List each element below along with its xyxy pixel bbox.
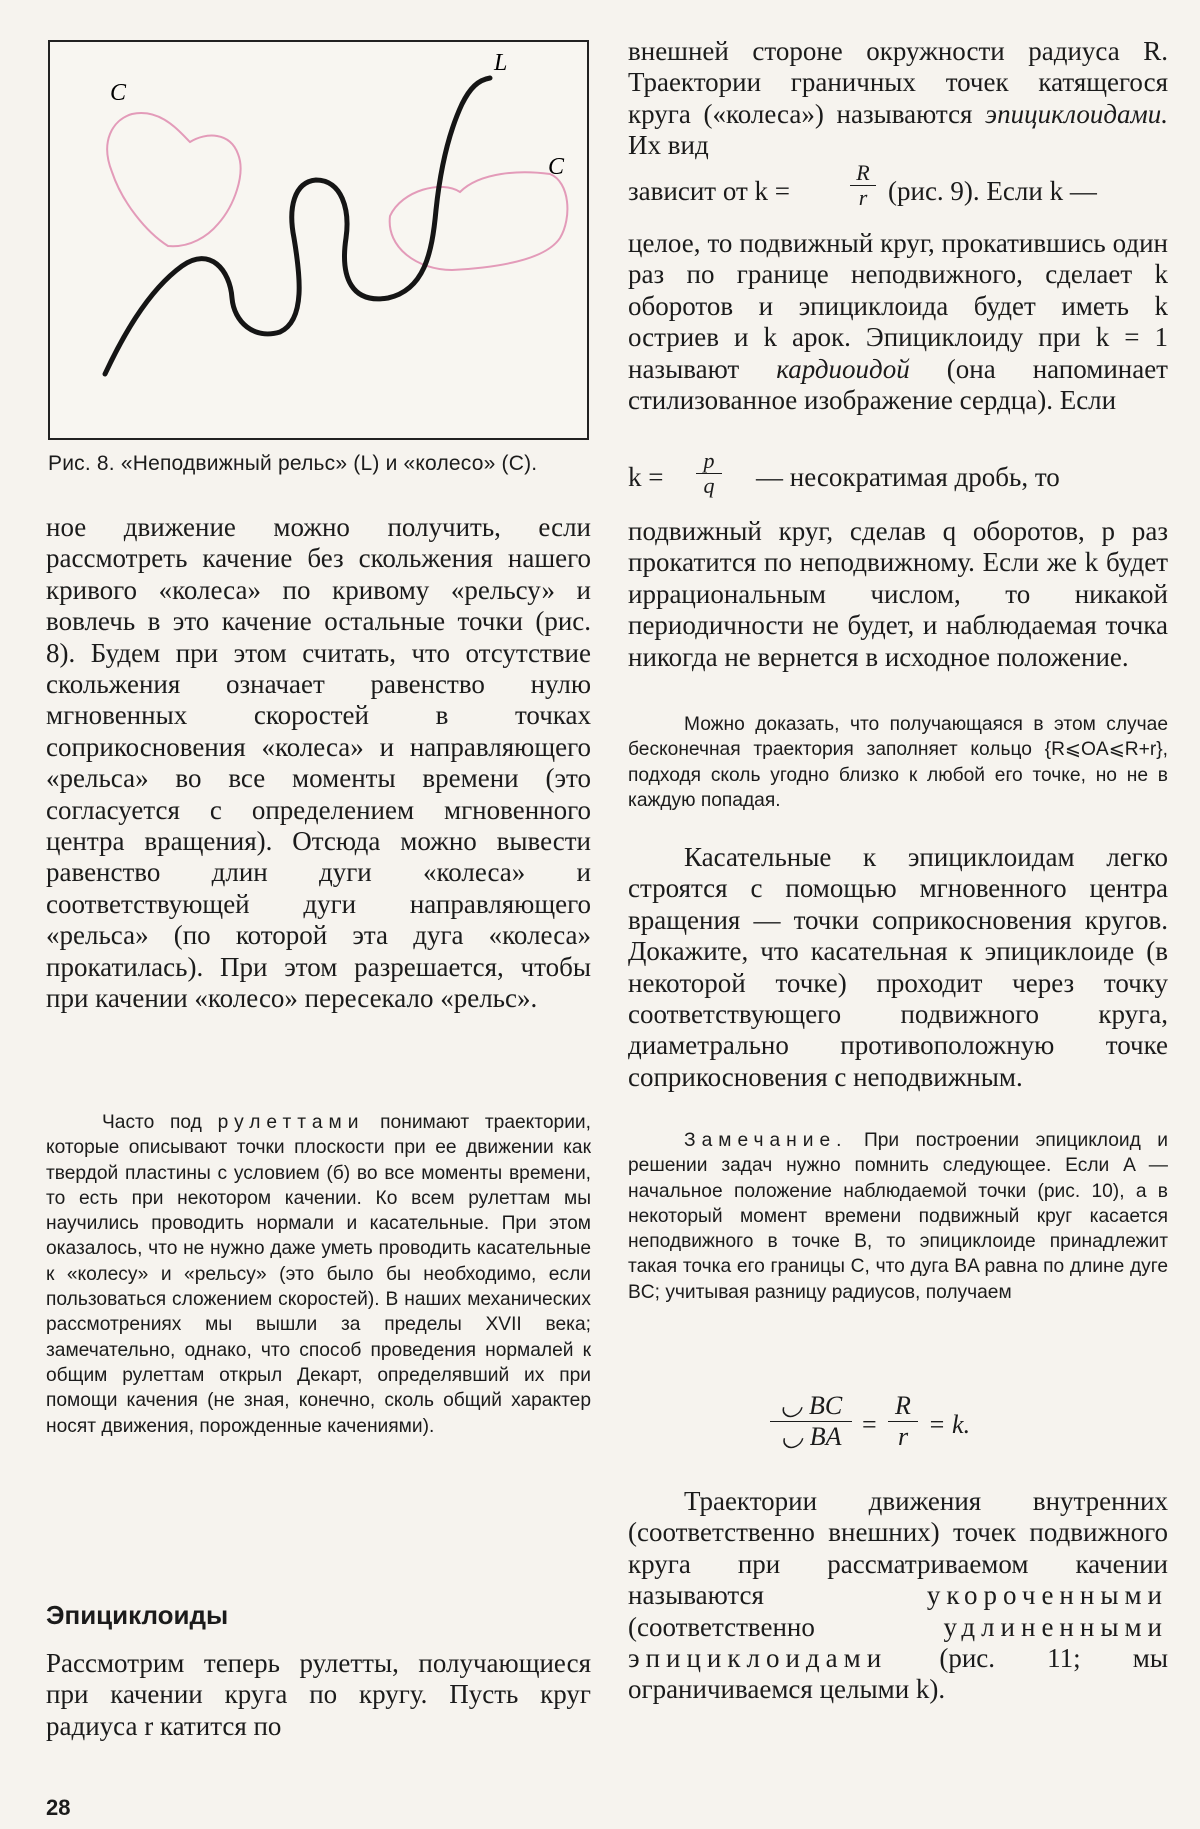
right-p1-tail: Их вид [628, 130, 709, 161]
note-term-roulettes: рулеттами [217, 1112, 365, 1133]
formula-R: R [895, 1391, 911, 1420]
right-paragraph-1 [628, 36, 1168, 162]
right-p2-tail: (она напоминает стилизованное изображение сердца). Если [628, 353, 1168, 416]
term-shortened: укороченными [926, 1580, 1168, 1611]
frac-den-r: r [858, 185, 868, 210]
right-note-2 [628, 1128, 1168, 1305]
right-paragraph-6 [628, 1486, 1168, 1706]
page-number: 28 [46, 1795, 71, 1820]
right-paragraph-5: Касательные к эпициклоидам легко строятся с помощью мгновенного центра вращения — точки соприкосновения кругов. Докажите, что касательная к эпициклоиде (в некоторой точке) проходит через точку соответствующего подвижного круга, диаметрально противоположную точке соприкосновения с неподвижным. [628, 842, 1168, 1092]
note-term-remark: Замечание. [684, 1130, 848, 1151]
k-definition-line [628, 162, 1168, 222]
right-paragraph-4: подвижный круг, сделав q оборотов, p раз прокатится по неподвижному. Если же k будет иррациональным числом, то никакой периодичности не будет, и наблюдаемая точка никогда не вернется в исходное положение. [628, 516, 1168, 672]
term-cardioid: кардиоидой [776, 353, 910, 384]
right-note-1: Можно доказать, что получающаяся в этом случае бесконечная траектория заполняет кольцо {R⩽OA⩽R+r}, подходя сколь угодно близко к любой его точке, но не в каждую попадая. [628, 714, 1168, 811]
wheel-curve-right [390, 172, 568, 270]
formula-tail: = k. [928, 1410, 971, 1439]
note-lead: Часто под [102, 1112, 202, 1133]
frac-num-R: R [856, 160, 870, 185]
left-paragraph-1: ное движение можно получить, если рассмотреть качение без скольжения нашего кривого «колеса» по кривому «рельсу» и вовлечь в это качение остальные точки (рис. 8). Будем при этом считать, что отсутствие скольжения означает равенство нулю мгновенных скоростей в точках соприкосновения «колеса» и направляющего «рельса» во все моменты времени (это согласуется с определением мгновенного центра вращения). Отсюда можно вывести равенство длин дуги «колеса» и соответствующей дуги направляющего «рельса» (по которой эта дуга «колеса» прокатилась). При этом разрешается, чтобы при качении «колесо» пересекало «рельс». [46, 512, 591, 1014]
k-def-post: (рис. 9). Если k — [888, 176, 1097, 206]
right-p2-text: целое, то подвижный круг, прокатившись один раз по границе неподвижного, сделает k оборотов и эпициклоида будет иметь k остриев и k арок. Эпициклоиду при k = 1 называют [628, 228, 1168, 384]
right-p6-mid: (соответственно [628, 1611, 815, 1642]
figure-8-drawing [50, 42, 591, 442]
left-paragraph-2: Рассмотрим теперь рулетты, получающиеся при качении круга по кругу. Пусть круг радиуса r катится по [46, 1648, 591, 1741]
right-p1-text: внешней стороне окружности радиуса R. Траектории граничных точек катящегося круга («колеса») называются [628, 36, 1168, 129]
k-pq-post: — несократимая дробь, то [756, 462, 1060, 492]
formula-radius-fraction [888, 1392, 918, 1451]
fraction-p-over-q [696, 450, 722, 497]
wheel-curve-left [107, 113, 240, 246]
formula-arc-fraction [770, 1392, 852, 1451]
frac-num-p: p [703, 448, 715, 473]
formula-r: r [897, 1422, 909, 1451]
left-note [46, 1110, 591, 1439]
term-epicycloids: эпициклоидами. [985, 98, 1168, 129]
note-rest: понимают траектории, которые описывают точки плоскости при ее движении как твердой пластины с условием (б) во все моменты времени, то есть при некотором качении. Ко всем рулеттам мы научились проводить нормали и касательные. При этом оказалось, что не нужно даже уметь проводить касательные к «колесу» и «рельсу» (это было бы необходимо, если пользоваться сложением скоростей). В наших механических рассмотрениях мы вышли за пределы XVII века; замечательно, однако, что способ проведения нормалей к общим рулеттам открыл Декарт, определявший их при помощи качения (не зная, конечно, сколь общий характер носят движения, порожденные качениями). [46, 1112, 591, 1437]
k-pq-pre: k = [628, 462, 664, 492]
term-epicycloids-2: эпициклоидами [628, 1643, 888, 1674]
right-p6-tail: (рис. 11; мы ограничиваемся целыми k). [628, 1643, 1168, 1705]
arc-ratio-formula [770, 1392, 1030, 1462]
label-l: L [494, 50, 508, 76]
term-lengthened: удлиненными [943, 1611, 1168, 1642]
figure-caption: Рис. 8. «Неподвижный рельс» (L) и «колесо» (C). [48, 452, 538, 475]
figure-8 [48, 40, 589, 440]
fraction-R-over-r [850, 162, 876, 209]
section-heading: Эпициклоиды [46, 1600, 229, 1630]
frac-den-q: q [703, 473, 715, 498]
formula-eq: = [862, 1410, 877, 1439]
right-paragraph-2 [628, 228, 1168, 416]
formula-num: ◡ BC [779, 1391, 843, 1420]
k-pq-line [628, 450, 1168, 510]
label-c-left: C [110, 80, 127, 106]
right-note-2-text: При построении эпициклоид и решении задач нужно помнить следующее. Если A — начальное положение наблюдаемой точки (рис. 10), а в некоторый момент времени подвижный круг касается неподвижного в точке B, то эпициклоиде принадлежит такая точка его границы C, что дуга BA равна по длине дуге BC; учитывая разницу радиусов, получаем [628, 1130, 1168, 1303]
label-c-right: C [548, 154, 565, 180]
formula-den: ◡ BA [780, 1422, 842, 1451]
k-def-pre: зависит от k = [628, 176, 790, 206]
right-p6-text: Траектории движения внутренних (соответственно внешних) точек подвижного круга при рассматриваемом качении называются [628, 1486, 1168, 1611]
rail-curve [105, 78, 490, 374]
